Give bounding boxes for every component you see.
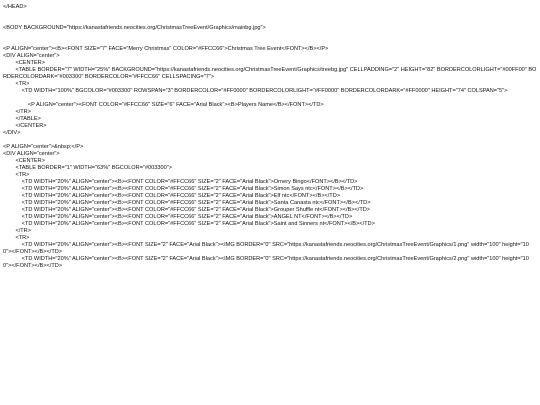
blank-line — [3, 11, 537, 18]
source-line: <TD WIDTH="20%" ALIGN="center"><B><FONT COLOR="#FFCC66" SIZE="2" FACE="Arial Black">ANGEL NT</FONT></B></TD> — [3, 214, 353, 220]
source-line: <BODY BACKGROUND="https://kanastafriends.neocities.org/ChristmasTreeEvent/Graphics/mainbg.jpg"> — [3, 25, 266, 31]
source-line: <TD WIDTH="20%" ALIGN="center"><B><FONT COLOR="#FFCC66" SIZE="2" FACE="Arial Black">Simon Says ntc</FONT></B></TD> — [3, 186, 364, 192]
source-line: <TD WIDTH="20%" ALIGN="center"><B><FONT COLOR="#FFCC66" SIZE="2" FACE="Arial Black">Santa Canasta ntc</FONT></B></TD> — [3, 200, 371, 206]
source-line: <P ALIGN="center"><B><FONT SIZE="7" FACE="Merry Christmas" COLOR="#FFCC66">Christmas Tree Event</FONT></B></P> — [3, 46, 329, 52]
source-line: <DIV ALIGN="center"> — [3, 53, 60, 59]
source-line: </TR> — [3, 109, 31, 115]
blank-line — [3, 32, 537, 39]
source-line: <TD WIDTH="20%" ALIGN="center"><B><FONT COLOR="#FFCC66" SIZE="2" FACE="Arial Black">Saint and Sinners nt</FONT></B></TD> — [3, 221, 375, 227]
source-line: </HEAD> — [3, 4, 27, 10]
blank-line — [3, 18, 537, 25]
source-line: </TR> — [3, 228, 31, 234]
source-line: <TD WIDTH="20%" ALIGN="center"><B><FONT COLOR="#FFCC66" SIZE="2" FACE="Arial Black">Elf ntc</FONT></B></TD> — [3, 193, 341, 199]
source-line: </CENTER> — [3, 123, 47, 129]
source-line: <TD WIDTH="20%" ALIGN="center"><B><FONT COLOR="#FFCC66" SIZE="2" FACE="Arial Black">Ornery Bingo</FONT></B></TD> — [3, 179, 358, 185]
source-line: <TD WIDTH="20%" ALIGN="center"><B><FONT COLOR="#FFCC66" SIZE="2" FACE="Arial Black">Grouper Shuffle nt</FONT></B></TD> — [3, 207, 371, 213]
source-line: <P ALIGN="center"><FONT COLOR="#FFCC66" SIZE="6" FACE="Arial Black"><B>Players Name</B></FONT></TD> — [3, 102, 324, 108]
blank-line — [3, 39, 537, 46]
source-line: <CENTER> — [3, 158, 45, 164]
blank-line — [3, 95, 537, 102]
source-line: </TABLE> — [3, 116, 41, 122]
source-line: <P ALIGN="center">&nbsp;</P> — [3, 144, 84, 150]
source-line: <DIV ALIGN="center"> — [3, 151, 60, 157]
source-line: </DIV> — [3, 130, 21, 136]
source-line: <TR> — [3, 235, 30, 241]
source-line: <CENTER> — [3, 60, 45, 66]
source-line: <TD WIDTH="20%" ALIGN="center"><B><FONT SIZE="2" FACE="Arial Black"><IMG BORDER="0" SRC="https://kanastafriends.neocities.org/ChristmasTreeEvent/Graphics/2.png" width="100" height="100"></FONT></B></TD> — [3, 256, 529, 269]
source-view — [3, 4, 537, 270]
source-line: <TR> — [3, 81, 30, 87]
source-line: <TD WIDTH="20%" ALIGN="center"><B><FONT SIZE="2" FACE="Arial Black"><IMG BORDER="0" SRC="https://kanastafriends.neocities.org/ChristmasTreeEvent/Graphics/1.png" width="100" height="100"></FONT></B></TD> — [3, 242, 529, 255]
source-line: <TABLE BORDER="7" WIDTH="25%" BACKGROUND="https://kanastafriends.neocities.org/ChristmasTreeEvent/Graphics/treebg.jpg" CELLPADDING="2" HEIGHT="82" BORDERCOLORLIGHT="#00FF00" BORDERCOLORDARK="#003300" BORDERCOLOR="#FFCC66" CELLSPACING="7"> — [3, 67, 537, 80]
source-line: <TABLE BORDER="1" WIDTH="63%" BGCOLOR="#003300"> — [3, 165, 172, 171]
source-line: <TR> — [3, 172, 30, 178]
source-line: <TD WIDTH="100%" BGCOLOR="#003300" ROWSPAN="3" BORDERCOLOR="#FF0000" BORDERCOLORLIGHT="#FF0000" BORDERCOLORDARK="#FF0000" HEIGHT="74" COLSPAN="5"> — [3, 88, 508, 94]
blank-line — [3, 137, 537, 144]
